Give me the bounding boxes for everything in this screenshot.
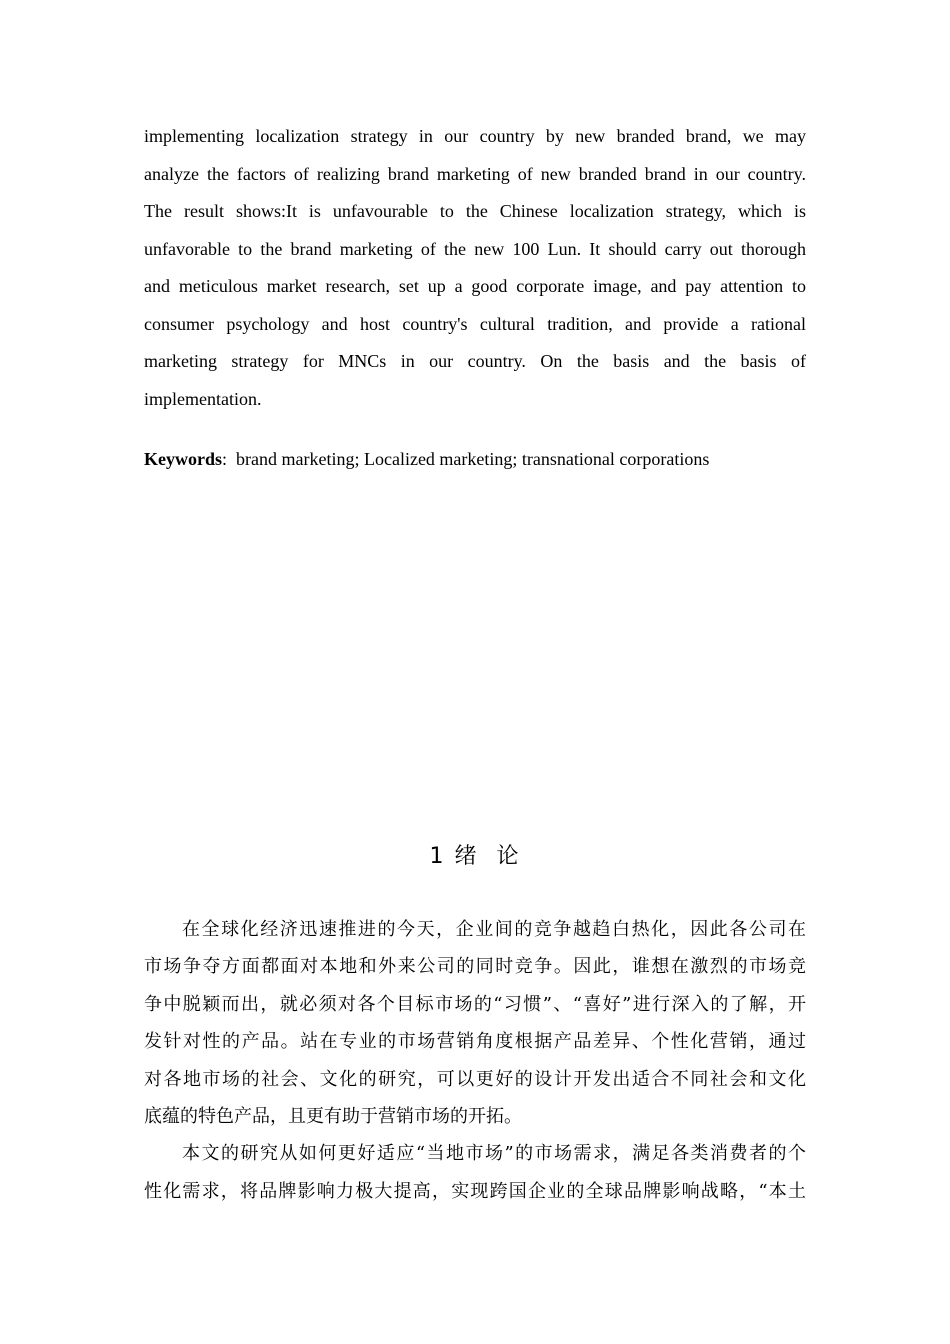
- abstract-line: consumer psychology and host country's cultural tradition, and provide a rational: [144, 313, 806, 334]
- abstract-text: [144, 118, 806, 418]
- abstract-line: implementing localization strategy in our country by new branded brand, we may: [144, 126, 806, 146]
- abstract-line: marketing strategy for MNCs in our country. On the basis and the basis of: [144, 351, 806, 371]
- keywords-label: Keywords: [144, 449, 222, 469]
- abstract-line: and meticulous market research, set up a good corporate image, and pay attention to: [144, 276, 806, 296]
- abstract-line: implementation.: [144, 388, 262, 409]
- paragraph-line: 发针对性的产品。站在专业的市场营销角度根据产品差异、个性化营销，通过: [144, 1031, 806, 1053]
- paragraph-line: 在全球化经济迅速推进的今天，企业间的竞争越趋白热化，因此各公司在: [182, 919, 806, 940]
- keywords-line: [144, 444, 806, 474]
- paragraph-line: 性化需求，将品牌影响力极大提高，实现跨国企业的全球品牌影响战略，“本土: [144, 1180, 806, 1202]
- body-text: [144, 911, 806, 1210]
- paragraph-line: 本文的研究从如何更好适应“当地市场”的市场需求，满足各类消费者的个: [182, 1143, 806, 1165]
- keywords-text: brand marketing; Localized marketing; transnational corporations: [236, 449, 710, 469]
- abstract-line: unfavorable to the brand marketing of the new 100 Lun. It should carry out thorough: [144, 238, 806, 259]
- chapter-title: 1 绪 论: [429, 844, 521, 869]
- abstract-line: analyze the factors of realizing brand marketing of new branded brand in our country.: [144, 163, 806, 184]
- paragraph-line: 争中脱颖而出，就必须对各个目标市场的“习惯”、“喜好”进行深入的了解，开: [144, 993, 806, 1015]
- paragraph-line: 对各地市场的社会、文化的研究，可以更好的设计开发出适合不同社会和文化: [144, 1068, 806, 1090]
- abstract-line: The result shows:It is unfavourable to the Chinese localization strategy, which is: [144, 201, 806, 221]
- keywords-separator: :: [222, 449, 237, 469]
- paragraph-line: 市场争夺方面都面对本地和外来公司的同时竞争。因此，谁想在激烈的市场竞: [144, 956, 806, 978]
- paragraph-line: 底蕴的特色产品，且更有助于营销市场的开拓。: [144, 1106, 522, 1128]
